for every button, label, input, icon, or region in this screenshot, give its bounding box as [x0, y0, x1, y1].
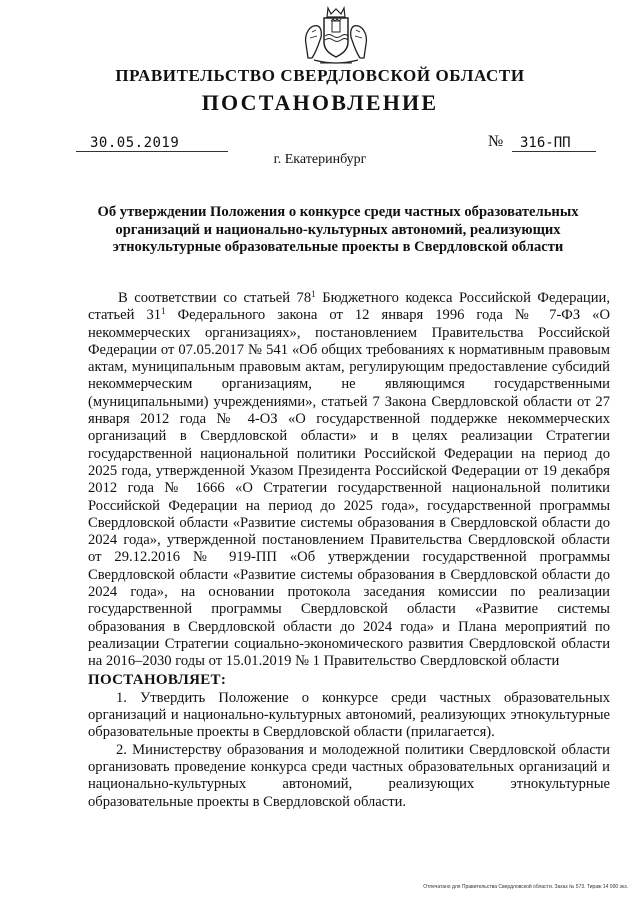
organization-name: ПРАВИТЕЛЬСТВО СВЕРДЛОВСКОЙ ОБЛАСТИ — [115, 66, 525, 85]
document-date: 30.05.2019 — [76, 135, 228, 152]
decree-item-1: 1. Утвердить Положение о конкурсе среди частных образовательных организаций и национально-культурных автономий, реализующих этнокультурные образовательные проекты в Свердловской области (прилагается). — [88, 689, 610, 741]
document-title: Об утверждении Положения о конкурсе среди частных образовательных организаций и национально-культурных автономий, реализующих этнокультурные образовательные проекты в Свердловской области — [97, 204, 579, 255]
decree-label: ПОСТАНОВЛЯЕТ: — [88, 671, 227, 688]
preamble-superscript-1: 1 — [311, 289, 316, 299]
sverdlovsk-coat-of-arms-icon — [300, 6, 372, 68]
city: г. Екатеринбург — [273, 152, 367, 167]
document-body — [88, 290, 610, 811]
document-number: 316-ПП — [512, 135, 596, 152]
preamble-text-3: Федерального закона от 12 января 1996 года № 7-ФЗ «О некоммерческих организациях», постановлением Правительства Российской Федерации от 07.05.2017 № 541 «Об общих требованиях к нормативным правовым актам, муниципальным правовым актам, регулирующим предоставление субсидий некоммерческим организациям, не являющимся государственными (муниципальными) учреждениями», статьей 7 Закона Свердловской области от 27 января 2012 года № 4-ОЗ «О государственной поддержке некоммерческих организаций в Свердловской области» и в целях реализации Стратегии государственной национальной политики Российской Федерации на период до 2025 года, утвержденной Указом Президента Российской Федерации от 19 декабря 2012 года № 1666 «О Стратегии государственной национальной политики Российской Федерации на период до 2025 года», государственной программы Свердловской области «Развитие системы образования в Свердловской области до 2024 года», утвержденной постановлением Правительства Свердловской области от 29.12.2016 № 919-ПП «Об утверждении государственной программы Свердловской области «Развитие системы образования в Свердловской области до 2024 года», на основании протокола заседания комиссии по реализации государственной программы Свердловской области «Развитие системы образования в Свердловской области до 2024 года» и Плана мероприятий по реализации Стратегии социально-экономического развития Свердловской области на 2016–2030 годы от 15.01.2019 № 1 Правительство Свердловской области — [88, 307, 611, 670]
preamble-text-1: В соответствии со статьей 78 — [118, 290, 312, 306]
number-sign: № — [488, 133, 504, 150]
preamble-paragraph — [88, 290, 610, 671]
preamble-text-2: Бюджетного кодекса Российской Федерации, статьей 31 — [88, 290, 610, 324]
document-type: ПОСТАНОВЛЕНИЕ — [201, 90, 439, 115]
preamble-superscript-2: 1 — [161, 306, 166, 317]
print-footer: Отпечатано для Правительства Свердловской области. Заказ № 573. Тираж 14 000 экз. — [423, 884, 628, 890]
decree-item-2: 2. Министерству образования и молодежной политики Свердловской области организовать проведение конкурса среди частных образовательных организаций и национально-культурных автономий, реализующих этнокультурные образовательные проекты в Свердловской области. — [88, 741, 610, 810]
